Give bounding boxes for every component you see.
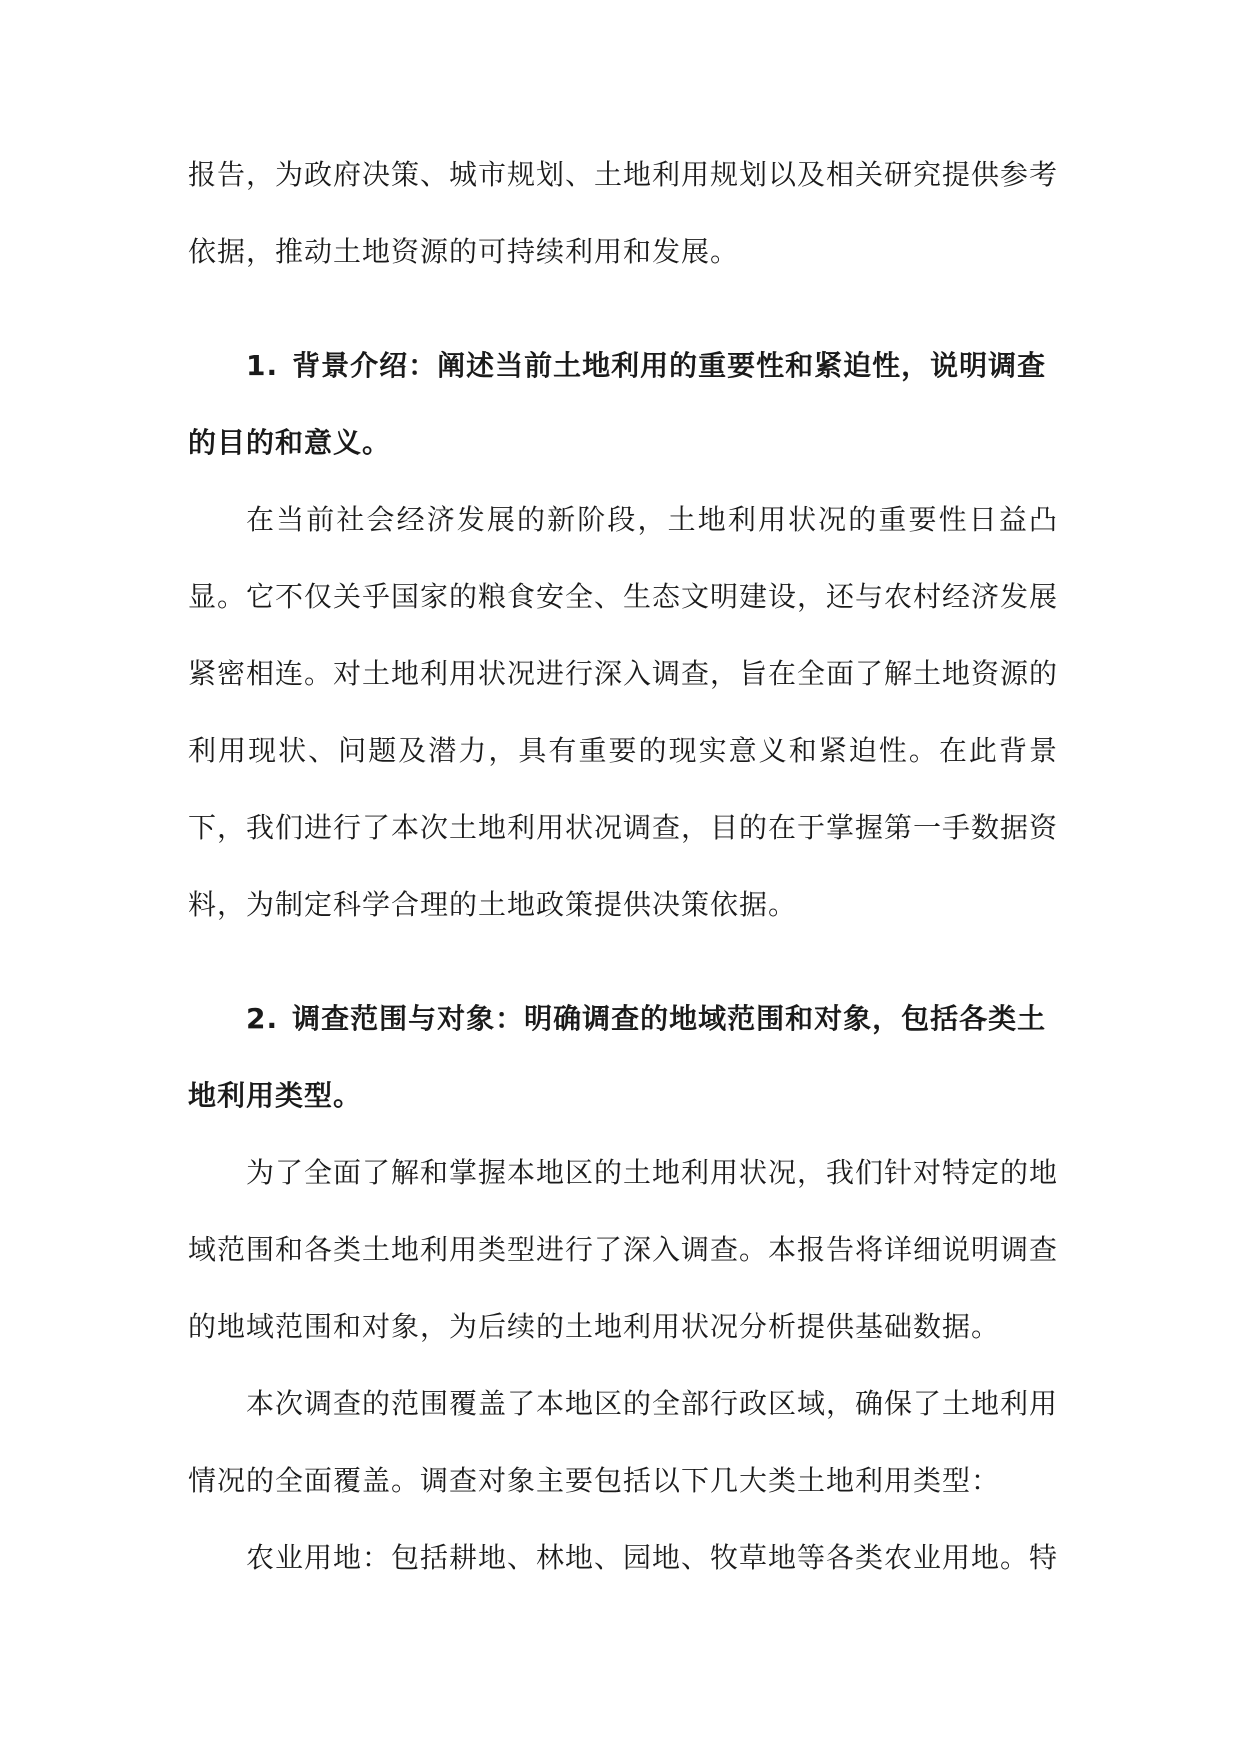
section-number: 1. <box>246 349 279 382</box>
paragraph-background: 在当前社会经济发展的新阶段，土地利用状况的重要性日益凸显。它不仅关乎国家的粮食安全、生态文明建设，还与农村经济发展紧密相连。对土地利用状况进行深入调查，旨在全面了解土地资源的利用现状、问题及潜力，具有重要的现实意义和紧迫性。在此背景下，我们进行了本次土地利用状况调查，目的在于掌握第一手数据资料，为制定科学合理的土地政策提供决策依据。 <box>188 503 1059 921</box>
section-title: 调查范围与对象：明确调查的地域范围和对象，包括各类土地利用类型。 <box>188 1002 1047 1112</box>
section-number: 2. <box>246 1002 279 1035</box>
section-spacer <box>188 290 1058 327</box>
page-body <box>188 136 1058 1596</box>
paragraph-scope-coverage: 本次调查的范围覆盖了本地区的全部行政区域，确保了土地利用情况的全面覆盖。调查对象主要包括以下几大类土地利用类型： <box>188 1387 1059 1497</box>
section-spacer <box>188 943 1058 980</box>
section-title: 背景介绍：阐述当前土地利用的重要性和紧迫性，说明调查的目的和意义。 <box>188 349 1047 459</box>
paragraph-continuation: 报告，为政府决策、城市规划、土地利用规划以及相关研究提供参考依据，推动土地资源的可持续利用和发展。 <box>188 158 1059 268</box>
section-heading-1 <box>188 327 1058 481</box>
section-heading-2 <box>188 980 1058 1134</box>
paragraph-scope-intro: 为了全面了解和掌握本地区的土地利用状况，我们针对特定的地域范围和各类土地利用类型进行了深入调查。本报告将详细说明调查的地域范围和对象，为后续的土地利用状况分析提供基础数据。 <box>188 1156 1059 1343</box>
paragraph-agricultural-land: 农业用地：包括耕地、林地、园地、牧草地等各类农业用地。特 <box>246 1541 1059 1574</box>
